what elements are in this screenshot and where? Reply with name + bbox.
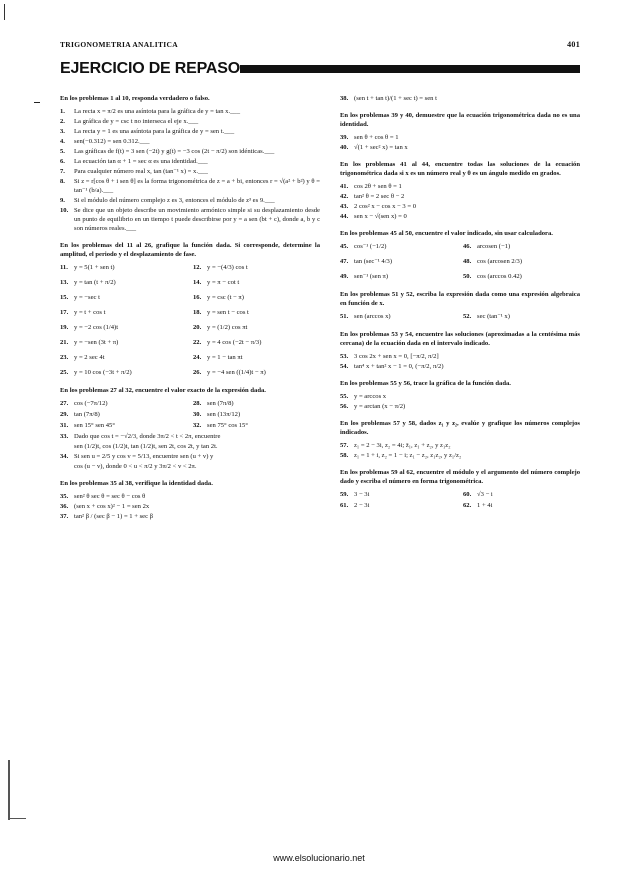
- problem-text: La recta y = 1 es una asíntota para la gráfica de y = sen t.___: [74, 128, 235, 135]
- inverse-value-problems: [340, 242, 580, 281]
- problem-number: 6.: [60, 158, 65, 165]
- problem-item: [340, 352, 580, 361]
- problem-text: (sen x + cos x)² − 1 = sen 2x: [74, 503, 150, 510]
- left-column: [60, 94, 320, 522]
- problem-text: tan² β / (sec β − 1) = 1 + sec β: [74, 513, 154, 520]
- problem-item: [60, 308, 187, 317]
- problem-item: [340, 143, 580, 152]
- problem-text: 3 cos 2x + sen x = 0, [−π/2, π/2]: [354, 353, 439, 360]
- problem-number: 14.: [193, 279, 202, 286]
- problem-number: 49.: [340, 273, 349, 280]
- instruction-53-54: En los problemas 53 y 54, encuentre las soluciones (aproximadas a la centésima más cercana) de la ecuación dada en el intervalo indicado.: [340, 331, 580, 347]
- problem-number: 55.: [340, 393, 349, 400]
- problem-number: 31.: [60, 422, 69, 429]
- problem-item: [340, 242, 457, 251]
- problem-text: y = 5(1 + sen t): [74, 264, 115, 271]
- problem-item: [463, 312, 580, 321]
- complex-number-problems: [340, 441, 580, 460]
- problem-item: [60, 157, 320, 166]
- problem-text: La gráfica de y = csc t no interseca el eje x.___: [74, 118, 199, 125]
- graph-problems: [60, 263, 320, 377]
- problem-item: [60, 127, 320, 136]
- problem-number: 39.: [340, 134, 349, 141]
- problem-text: z₁ = 1 + i, z₂ = 1 − i; z₁ − z₂, z₁z₂, y z₁/z₂: [354, 452, 462, 459]
- problem-number: 53.: [340, 353, 349, 360]
- problem-item: [60, 399, 187, 408]
- right-column: [340, 94, 580, 512]
- problem-text: Para cualquier número real x, tan (tan⁻¹ x) = x.___: [74, 168, 208, 175]
- problem-item: [60, 206, 320, 233]
- problem-item: [340, 192, 580, 201]
- problem-number: 26.: [193, 369, 202, 376]
- problem-text: Se dice que un objeto describe un movimiento armónico simple si su desplazamiento desde un punto de equilibrio en un tiempo t puede describirse por y = a sen (bt + c), donde a, b y c son números reales.___: [74, 207, 320, 232]
- problem-34-text-b: cos (u − v), donde 0 < u < π/2 y 3π/2 < v < 2π.: [74, 463, 197, 470]
- problem-number: 45.: [340, 243, 349, 250]
- problem-33-text-a: Dado que cos t = −√2/3, donde 3π/2 < t < 2π, encuentre: [74, 433, 221, 440]
- problem-number: 9.: [60, 197, 65, 204]
- problem-number: 1.: [60, 108, 65, 115]
- problem-number: 21.: [60, 339, 69, 346]
- problem-number: 56.: [340, 403, 349, 410]
- title-rule: [240, 65, 580, 73]
- section-title: EJERCICIO DE REPASO: [60, 60, 240, 77]
- problem-34-text-a: Si sen u = 2/5 y cos v = 5/13, encuentre sen (u + v) y: [74, 453, 214, 460]
- problem-number: 30.: [193, 411, 202, 418]
- problem-item: [463, 272, 580, 281]
- problem-item: [340, 202, 580, 211]
- algebraic-expression-problems: [340, 312, 580, 321]
- identity-problems: [60, 492, 320, 521]
- problem-text: sen⁻¹ (sen π): [354, 273, 389, 280]
- problem-item: [340, 362, 580, 371]
- page-number: 401: [567, 40, 580, 49]
- problem-item: [340, 272, 457, 281]
- problem-item: [60, 137, 320, 146]
- problem-33: 33. Dado que cos t = −√2/3, donde 3π/2 < t < 2π, encuentre sen (1/2)t, cos (1/2)t, tan (1/2)t, sen 2t, cos 2t, y tan 2t.: [60, 432, 320, 451]
- problem-text: y = (1/2) cos πt: [207, 324, 248, 331]
- problem-text: cos⁻¹ (−1/2): [354, 243, 387, 250]
- instruction-1-10: En los problemas 1 al 10, responda verdadero o falso.: [60, 95, 210, 102]
- problem-item: [60, 368, 187, 377]
- problem-number: 23.: [60, 354, 69, 361]
- problem-item: [60, 421, 187, 430]
- problem-text: cos (arcosen 2/3): [477, 258, 523, 265]
- problem-item: [193, 278, 320, 287]
- problem-number: 11.: [60, 264, 68, 271]
- problem-number: 42.: [340, 193, 349, 200]
- approximation-problems: [340, 352, 580, 371]
- modulus-argument-problems: [340, 490, 580, 510]
- problem-number: 50.: [463, 273, 472, 280]
- problem-item: [340, 501, 457, 510]
- problem-number: 19.: [60, 324, 69, 331]
- problem-text: y = arctan (x − π/2): [354, 403, 406, 410]
- problem-number: 13.: [60, 279, 69, 286]
- scan-corner-mark: [4, 4, 15, 20]
- problem-number: 44.: [340, 213, 349, 220]
- problem-number: 28.: [193, 400, 202, 407]
- problem-text: 2 cos² x − cos x − 3 = 0: [354, 203, 417, 210]
- problem-text: y = −(4/3) cos t: [207, 264, 248, 271]
- problem-number: 57.: [340, 442, 349, 449]
- problem-number: 52.: [463, 313, 472, 320]
- problem-text: sen θ + cos θ = 1: [354, 134, 399, 141]
- instruction-45-50: En los problemas 45 al 50, encuentre el valor indicado, sin usar calculadora.: [340, 230, 553, 237]
- problem-number: 15.: [60, 294, 69, 301]
- problem-number: 16.: [193, 294, 202, 301]
- instruction-11-26: En los problemas del 11 al 26, grafique la función dada. Si corresponde, determine la amplitud, el periodo y el desplazamiento de fase.: [60, 242, 320, 258]
- instruction-59-62: En los problemas 59 al 62, encuentre el módulo y el argumento del número complejo dado y escriba el número en forma trigonométrica.: [340, 469, 580, 485]
- problem-item: [193, 353, 320, 362]
- problem-number: 32.: [193, 422, 202, 429]
- problem-number: 29.: [60, 411, 69, 418]
- problem-33-text-b: sen (1/2)t, cos (1/2)t, tan (1/2)t, sen 2t, cos 2t, y tan 2t.: [74, 443, 218, 450]
- problem-number: 54.: [340, 363, 349, 370]
- problem-text: y = 4 cos (−2t − π/3): [207, 339, 262, 346]
- equation-problems: [340, 182, 580, 221]
- problem-number: 10.: [60, 207, 69, 214]
- problem-text: Las gráficas de f(t) = 3 sen (−2t) y g(t) = −3 cos (2t − π/2) son idénticas.___: [74, 148, 275, 155]
- problem-item: [60, 410, 187, 419]
- instruction-41-44: En los problemas 41 al 44, encuentre todas las soluciones de la ecuación trigonométrica dada si x es un número real y θ es un ángulo medido en grados.: [340, 161, 580, 177]
- problem-item: [60, 338, 187, 347]
- problem-number: 37.: [60, 513, 69, 520]
- problem-item: [340, 133, 580, 142]
- problem-text: tan (sec⁻¹ 4/3): [354, 258, 393, 265]
- scan-edge-line: [8, 760, 10, 820]
- problem-item: [463, 257, 580, 266]
- problem-text: y = arccos x: [354, 393, 387, 400]
- problem-number: 2.: [60, 118, 65, 125]
- problem-text: y = −sen (3t + π): [74, 339, 119, 346]
- instruction-51-52: En los problemas 51 y 52, escriba la expresión dada como una expresión algebraica en función de x.: [340, 291, 580, 307]
- problem-item: [193, 368, 320, 377]
- problem-item: [60, 177, 320, 195]
- problem-text: y = 1 − tan πt: [207, 354, 243, 361]
- problem-text: y = csc (t − π): [207, 294, 244, 301]
- non-identity-problems: [340, 133, 580, 152]
- instruction-39-40: En los problemas 39 y 40, demuestre que la ecuación trigonométrica dada no es una identidad.: [340, 112, 580, 128]
- instruction-35-38: En los problemas 35 al 38, verifique la identidad dada.: [60, 480, 213, 487]
- problem-text: sen (7π/8): [207, 400, 234, 407]
- problem-number: 3.: [60, 128, 65, 135]
- problem-item: [193, 399, 320, 408]
- problem-item: [60, 196, 320, 205]
- problem-item: [60, 107, 320, 116]
- problem-text: cos 2θ + sen θ = 1: [354, 183, 402, 190]
- problem-number: 12.: [193, 264, 202, 271]
- problem-text: 3 − 3i: [354, 491, 370, 498]
- true-false-list: [60, 107, 320, 233]
- problem-number: 58.: [340, 452, 349, 459]
- problem-text: y = −sec t: [74, 294, 100, 301]
- problem-item: [463, 501, 580, 510]
- problem-text: sen 15° sen 45°: [74, 422, 115, 429]
- problem-number: 7.: [60, 168, 65, 175]
- problem-text: cos (arccos 0.42): [477, 273, 522, 280]
- problem-text: 2 − 3i: [354, 502, 370, 509]
- problem-text: tan² θ = 2 sec θ − 2: [354, 193, 405, 200]
- problem-item: [193, 323, 320, 332]
- problem-number: 40.: [340, 144, 349, 151]
- problem-item: [60, 353, 187, 362]
- problem-38: 38. (sen t + tan t)/(1 + sec t) = sen t: [340, 95, 437, 102]
- problem-number: 24.: [193, 354, 202, 361]
- problem-item: [193, 338, 320, 347]
- problem-text: cos (−7π/12): [74, 400, 108, 407]
- problem-item: [60, 492, 320, 501]
- problem-number: 22.: [193, 339, 202, 346]
- problem-item: [193, 308, 320, 317]
- problem-number: 36.: [60, 503, 69, 510]
- problem-text: y = 10 cos (−3t + π/2): [74, 369, 132, 376]
- problem-text: √(1 + sec² x) = tan x: [354, 144, 408, 151]
- problem-item: [60, 167, 320, 176]
- problem-number: 18.: [193, 309, 202, 316]
- problem-34: 34. Si sen u = 2/5 y cos v = 5/13, encuentre sen (u + v) y cos (u − v), donde 0 < u < π/2 y 3π/2 < v < 2π.: [60, 452, 320, 471]
- problem-number: 43.: [340, 203, 349, 210]
- problem-item: [60, 117, 320, 126]
- problem-number: 5.: [60, 148, 65, 155]
- instruction-27-32: En los problemas 27 al 32, encuentre el valor exacto de la expresión dada.: [60, 387, 266, 394]
- problem-item: [60, 263, 187, 272]
- problem-text: sen(−0.312) = sen 0.312.___: [74, 138, 150, 145]
- problem-number: 46.: [463, 243, 472, 250]
- section-title-row: [60, 60, 580, 78]
- exact-value-problems: [60, 399, 320, 430]
- problem-number: 60.: [463, 491, 472, 498]
- problem-text: 1 + 4i: [477, 502, 493, 509]
- problem-item: [340, 441, 580, 450]
- scan-edge-foot: [8, 818, 26, 819]
- problem-number: 20.: [193, 324, 202, 331]
- problem-text: y = −2 cos (1/4)t: [74, 324, 119, 331]
- problem-number: 62.: [463, 502, 472, 509]
- problem-text: y = sen t − cos t: [207, 309, 249, 316]
- inverse-graph-problems: [340, 392, 580, 411]
- problem-text: La recta x = π/2 es una asíntota para la gráfica de y = tan x.___: [74, 108, 241, 115]
- problem-item: [60, 278, 187, 287]
- problem-text: z₁ = 2 − 3i, z₂ = 4i; z̄₁, z₁ + z₂, y z₁z₂: [354, 442, 451, 449]
- problem-item: [340, 402, 580, 411]
- running-title: TRIGONOMETRIA ANALITICA: [60, 40, 178, 49]
- running-header: [60, 40, 580, 49]
- problem-number: 51.: [340, 313, 349, 320]
- problem-item: [340, 451, 580, 460]
- problem-text: y = π − cot t: [207, 279, 240, 286]
- problem-item: [463, 490, 580, 499]
- problem-number: 35.: [60, 493, 69, 500]
- problem-38-text: (sen t + tan t)/(1 + sec t) = sen t: [354, 95, 437, 102]
- problem-number: 48.: [463, 258, 472, 265]
- problem-text: sec (tan⁻¹ x): [477, 313, 510, 320]
- problem-text: y = −4 sen ((1/4)t − π): [207, 369, 266, 376]
- problem-text: arcosen (−1): [477, 243, 511, 250]
- problem-item: [463, 242, 580, 251]
- problem-number: 4.: [60, 138, 65, 145]
- problem-item: [193, 263, 320, 272]
- problem-text: sen (arccos x): [354, 313, 391, 320]
- problem-text: y = 2 sec 4t: [74, 354, 105, 361]
- problem-text: √3 − i: [477, 491, 493, 498]
- problem-number: 47.: [340, 258, 349, 265]
- problem-text: sen² θ sec θ = sec θ − cos θ: [74, 493, 146, 500]
- margin-dash: [34, 102, 40, 103]
- problem-item: [193, 410, 320, 419]
- problem-item: [340, 490, 457, 499]
- problem-number: 41.: [340, 183, 349, 190]
- problem-item: [60, 323, 187, 332]
- problem-number: 59.: [340, 491, 349, 498]
- instruction-57-58: En los problemas 57 y 58, dados z₁ y z₂, evalúe y grafique los números complejos indicados.: [340, 420, 580, 436]
- problem-text: La ecuación tan α + 1 = sec α es una identidad.___: [74, 158, 208, 165]
- problem-item: [340, 182, 580, 191]
- problem-text: Si el módulo del número complejo z es 3, entonces el módulo de z³ es 9.___: [74, 197, 275, 204]
- problem-item: [60, 512, 320, 521]
- problem-item: [60, 147, 320, 156]
- problem-item: [193, 293, 320, 302]
- problem-text: y = t + cos t: [74, 309, 106, 316]
- instruction-55-56: En los problemas 55 y 56, trace la gráfica de la función dada.: [340, 380, 511, 387]
- problem-text: sen x − √(sen x) = 0: [354, 213, 407, 220]
- problem-item: [193, 421, 320, 430]
- problem-item: [340, 257, 457, 266]
- problem-text: sen (13π/12): [207, 411, 241, 418]
- problem-text: tan (7π/8): [74, 411, 100, 418]
- problem-number: 61.: [340, 502, 349, 509]
- problem-item: [60, 293, 187, 302]
- problem-number: 17.: [60, 309, 69, 316]
- problem-text: tan⁴ x + tan² x − 1 = 0, (−π/2, π/2): [354, 363, 444, 370]
- problem-text: sen 75° cos 15°: [207, 422, 248, 429]
- problem-item: [340, 392, 580, 401]
- problem-number: 8.: [60, 178, 65, 185]
- problem-text: Si z = r[cos θ + i sen θ] es la forma trigonométrica de z = a + bi, entonces r = √(a² + b²) y θ = tan⁻¹ (b/a).___: [74, 178, 320, 194]
- site-footer: www.elsolucionario.net: [273, 853, 365, 863]
- problem-number: 25.: [60, 369, 69, 376]
- problem-item: [340, 212, 580, 221]
- problem-item: [60, 502, 320, 511]
- problem-text: y = tan (t + π/2): [74, 279, 116, 286]
- problem-item: [340, 312, 457, 321]
- problem-number: 27.: [60, 400, 69, 407]
